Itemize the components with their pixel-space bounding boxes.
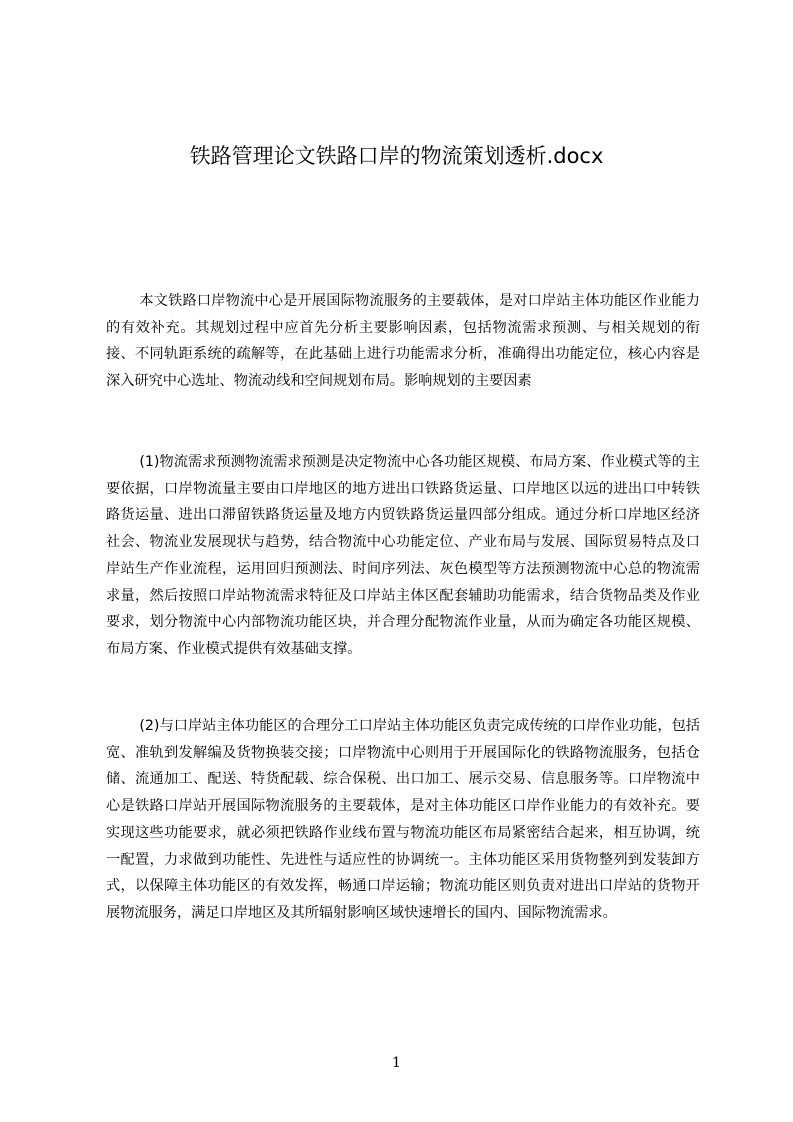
paragraph-demand-forecast: (1)物流需求预测物流需求预测是决定物流中心各功能区规模、布局方案、作业模式等的主要依据，口岸物流量主要由口岸地区的地方进出口铁路货运量、口岸地区以远的进出口中转铁路货运量、进出口滞留铁路货运量及地方内贸铁路货运量四部分组成。通过分析口岸地区经济社会、物流业发展现状与趋势，结合物流中心功能定位、产业布局与发展、国际贸易特点及口岸站生产作业流程，运用回归预测法、时间序列法、灰色模型等方法预测物流中心总的物流需求量，然后按照口岸站物流需求特征及口岸站主体区配套辅助功能需求，结合货物品类及作业要求，划分物流中心内部物流功能区块，并合理分配物流作业量，从而为确定各功能区规模、布局方案、作业模式提供有效基础支撑。 <box>106 454 700 657</box>
page-number: 1 <box>392 1055 401 1071</box>
document-title: 铁路管理论文铁路口岸的物流策划透析.docx <box>189 144 604 168</box>
paragraph-functional-division: (2)与口岸站主体功能区的合理分工口岸站主体功能区负责完成传统的口岸作业功能，包括宽、准轨到发解编及货物换装交接；口岸物流中心则用于开展国际化的铁路物流服务，包括仓储、流通加工、配送、特货配载、综合保税、出口加工、展示交易、信息服务等。口岸物流中心是铁路口岸站开展国际物流服务的主要载体，是对主体功能区口岸作业能力的有效补充。要实现这些功能要求，就必须把铁路作业线布置与物流功能区布局紧密结合起来，相互协调，统一配置，力求做到功能性、先进性与适应性的协调统一。主体功能区采用货物整列到发装卸方式，以保障主体功能区的有效发挥，畅通口岸运输；物流功能区则负责对进出口岸站的货物开展物流服务，满足口岸地区及其所辐射影响区域快速增长的国内、国际物流需求。 <box>106 718 700 921</box>
paragraph-intro: 本文铁路口岸物流中心是开展国际物流服务的主要载体，是对口岸站主体功能区作业能力的有效补充。其规划过程中应首先分析主要影响因素，包括物流需求预测、与相关规划的衔接、不同轨距系统的疏解等，在此基础上进行功能需求分析，准确得出功能定位，核心内容是深入研究中心选址、物流动线和空间规划布局。影响规划的主要因素 <box>106 293 700 390</box>
